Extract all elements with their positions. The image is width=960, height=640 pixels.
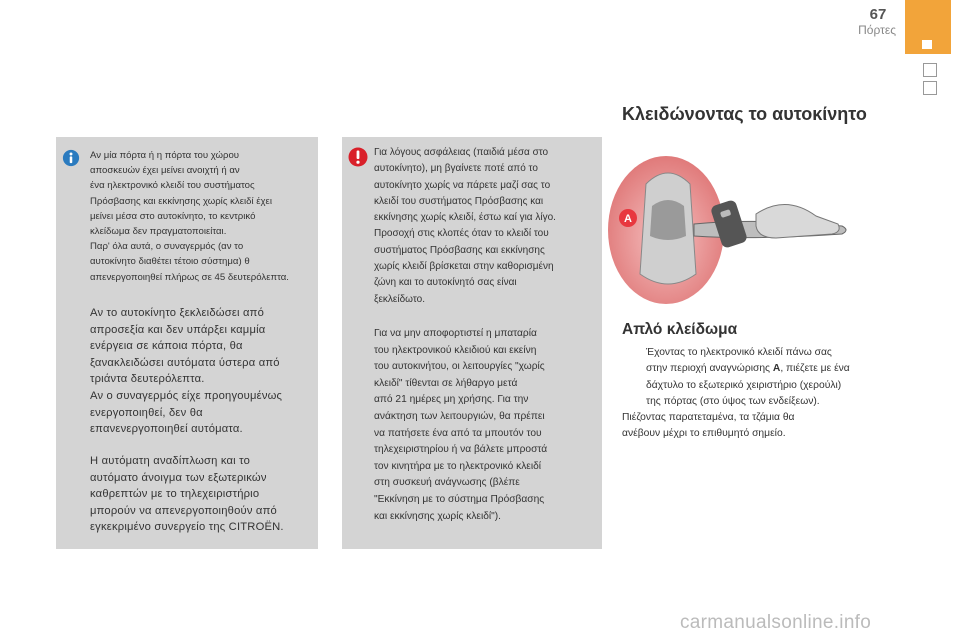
bullet-paragraph: Έχοντας το ηλεκτρονικό κλειδί πάνω σας στην περιοχή αναγνώρισης A, πιέζετε με ένα δάχτυλο το εξωτερικό χειριστήριο (χερούλι) της πόρτας (στο ύψος των ενδείξεων). bbox=[646, 347, 850, 408]
info-note: Αν μία πόρτα ή η πόρτα του χώρου αποσκευών έχει μείνει ανοιχτή ή αν ένα ηλεκτρονικό κλειδί του συστήματος Πρόσβασης και εκκίνησης χωρίς κλειδί έχει μείνει μέσα στο αυτοκίνητο, το κεντρικό κλείδωμα δεν πραγματοποιείται. Παρ' όλα αυτά, ο συναγερμός (αν το αυτοκίνητο διαθέτει τέτοιο σύστημα) θ απενεργοποιηθεί πλήρως σε 45 δευτερόλεπτα. bbox=[90, 150, 289, 283]
info-box bbox=[56, 137, 318, 549]
section-subtitle: Απλό κλείδωμα bbox=[622, 321, 738, 338]
tab-square-icon bbox=[922, 40, 932, 49]
after-paragraph: Πιέζοντας παρατεταμένα, τα τζάμια θα ανέβουν μέχρι το επιθυμητό σημείο. bbox=[622, 412, 795, 440]
warning-icon bbox=[348, 147, 368, 167]
info-paragraph-mirrors: Η αυτόματη αναδίπλωση και το αυτόματο άνοιγμα των εξωτερικών καθρεπτών με το τηλεχειριστήριο μπορούν να απενεργοποιηθούν από εγκεκριμένο συνεργείο της CITROËN. bbox=[90, 455, 284, 534]
section-title: Πόρτες bbox=[858, 23, 896, 37]
zone-label-a: A bbox=[624, 213, 632, 225]
page-title: Κλειδώνοντας το αυτοκίνητο bbox=[622, 104, 867, 124]
warning-box bbox=[342, 137, 602, 549]
hand-icon bbox=[756, 204, 839, 238]
chapter-tab-empty bbox=[923, 63, 937, 77]
warning-paragraph-battery: Για να μην αποφορτιστεί η μπαταρία του ηλεκτρονικού κλειδιού και εκείνη του αυτοκινήτου, οι λειτουργίες "χωρίς κλειδί" τίθενται σε λήθαργο μετά από 21 ημέρες μη χρήσης. Για την ανάκτηση των λειτουργιών, θα πρέπει να πατήσετε ένα από τα μπουτόν του τηλεχειριστηρίου ή να βάλετε μπροστά τον κινητήρα με το ηλεκτρονικό κλειδί στη συσκευή ανάγνωσης (βλέπε "Εκκίνηση με το σύστημα Πρόσβασης και εκκίνησης χωρίς κλειδί"). bbox=[374, 328, 548, 522]
info-icon bbox=[62, 149, 80, 167]
warning-paragraph-safety: Για λόγους ασφάλειας (παιδιά μέσα στο αυτοκίνητο), μη βγαίνετε ποτέ από το αυτοκίνητο χωρίς να πάρετε μαζί σας το κλειδί του συστήματος Πρόσβασης και εκκίνησης χωρίς κλειδί, έστω καί για λίγο. Προσοχή στις κλοπές όταν το κλειδί του συστήματος Πρόσβασης και εκκίνησης χωρίς κλειδί βρίσκεται στην καθορισμένη ζώνη και το αυτοκίνητό σας είναι ξεκλείδωτο. bbox=[374, 147, 556, 305]
page-number: 67 bbox=[869, 6, 887, 23]
car-lock-illustration bbox=[606, 154, 858, 306]
info-paragraph-relock: Αν το αυτοκίνητο ξεκλειδώσει από απροσεξία και δεν υπάρξει καμμία ενέργεια σε κάποια πόρτα, θα ξανακλειδώσει αυτόματα ύστερα από τριάντα δευτερόλεπτα. Αν ο συναγερμός είχε προηγουμένως ενεργοποιηθεί, δεν θα επανενεργοποιηθεί αυτόματα. bbox=[90, 307, 283, 436]
car-roof bbox=[650, 200, 686, 240]
chapter-tab-empty bbox=[923, 81, 937, 95]
chapter-tab-active bbox=[905, 0, 951, 54]
footer-watermark: carmanualsonline.info bbox=[680, 612, 872, 633]
